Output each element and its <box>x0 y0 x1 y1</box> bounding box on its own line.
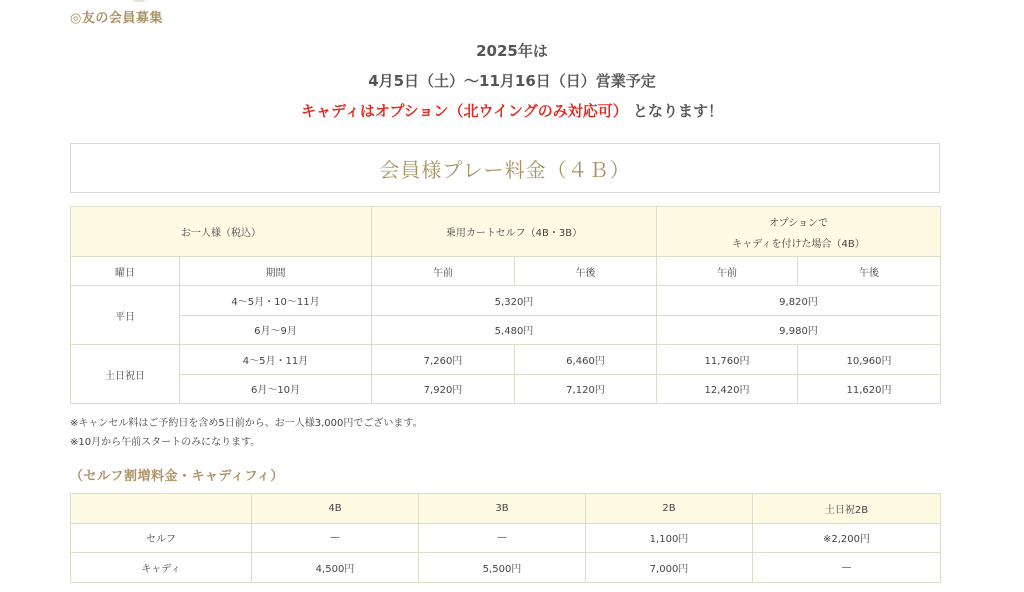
subheader-self-am: 午前 <box>372 257 515 286</box>
header-caddie-line1: オプションで <box>768 217 829 229</box>
fee-header-blank <box>71 494 252 524</box>
fee-cell: ※2,200円 <box>753 523 941 553</box>
table-row <box>71 553 941 583</box>
header-per-person: お一人様（税込） <box>71 207 372 257</box>
fee-header-3b: 3B <box>419 494 586 524</box>
caddie-am-cell: 11,760円 <box>657 345 798 375</box>
caddie-fee-cell: 9,820円 <box>657 286 941 316</box>
fee-section-heading: （セルフ割増料金・キャディフィ） <box>70 469 284 484</box>
fee-header-holiday-2b: 土日祝2B <box>753 494 941 524</box>
fee-cell: — <box>419 523 586 553</box>
fee-cell: 5,500円 <box>419 553 586 583</box>
period-cell: 4〜5月・11月 <box>180 345 372 375</box>
caddie-fee-cell: 9,980円 <box>657 315 941 345</box>
subheader-day: 曜日 <box>71 257 180 286</box>
weekday-label: 平日 <box>71 286 180 345</box>
caddie-pm-cell: 11,620円 <box>798 374 941 404</box>
self-pm-cell: 7,120円 <box>515 374 657 404</box>
weekend-label: 土日祝日 <box>71 345 180 404</box>
header-caddie-line2: キャディを付けた場合（4B） <box>732 238 865 250</box>
header-cart-self: 乗用カートセルフ（4B・3B） <box>372 207 657 257</box>
self-fee-cell: 5,480円 <box>372 315 657 345</box>
self-am-cell: 7,920円 <box>372 374 515 404</box>
period-cell: 4〜5月・10〜11月 <box>180 286 372 316</box>
caddie-am-cell: 12,420円 <box>657 374 798 404</box>
caddie-option-notice: キャディはオプション（北ウイングのみ対応可） <box>301 102 628 120</box>
subheader-caddie-am: 午前 <box>657 257 798 286</box>
section-heading: ◎友の会員募集 <box>70 11 163 26</box>
announcement-caddie <box>0 100 1024 121</box>
self-am-cell: 7,260円 <box>372 345 515 375</box>
self-fee-cell: 5,320円 <box>372 286 657 316</box>
table-row <box>71 345 941 375</box>
table-row <box>71 315 941 345</box>
header-caddie-option <box>657 207 941 257</box>
announcement-year: 2025年は <box>476 42 548 60</box>
fee-cell: 4,500円 <box>252 553 419 583</box>
surcharge-fee-table <box>70 493 941 583</box>
subheader-period: 期間 <box>180 257 372 286</box>
table-row <box>71 374 941 404</box>
period-cell: 6月〜9月 <box>180 315 372 345</box>
caddie-notice-suffix: となります！ <box>632 102 723 120</box>
fee-cell: — <box>753 553 941 583</box>
member-fee-table <box>70 206 941 404</box>
table-header-row <box>71 207 941 257</box>
fee-row-label: キャディ <box>71 553 252 583</box>
table-header-row <box>71 494 941 524</box>
table-subheader-row <box>71 257 941 286</box>
fee-row-label: セルフ <box>71 523 252 553</box>
table-row <box>71 286 941 316</box>
fee-header-4b: 4B <box>252 494 419 524</box>
announcement-dates: 4月5日（土）〜11月16日（日）営業予定 <box>368 72 656 90</box>
cancel-fee-note: ※キャンセル料はご予約日を含め5日前から、お一人様3,000円でございます。 <box>70 418 423 429</box>
fee-header-2b: 2B <box>586 494 753 524</box>
fee-cell: 1,100円 <box>586 523 753 553</box>
fee-cell: 7,000円 <box>586 553 753 583</box>
decorative-tab <box>128 0 150 2</box>
period-cell: 6月〜10月 <box>180 374 372 404</box>
plan-title: 会員様プレー料金（４Ｂ） <box>70 143 940 193</box>
subheader-caddie-pm: 午後 <box>798 257 941 286</box>
table-row <box>71 523 941 553</box>
subheader-self-pm: 午後 <box>515 257 657 286</box>
october-note: ※10月から午前スタートのみになります。 <box>70 437 261 448</box>
caddie-pm-cell: 10,960円 <box>798 345 941 375</box>
fee-cell: — <box>252 523 419 553</box>
self-pm-cell: 6,460円 <box>515 345 657 375</box>
